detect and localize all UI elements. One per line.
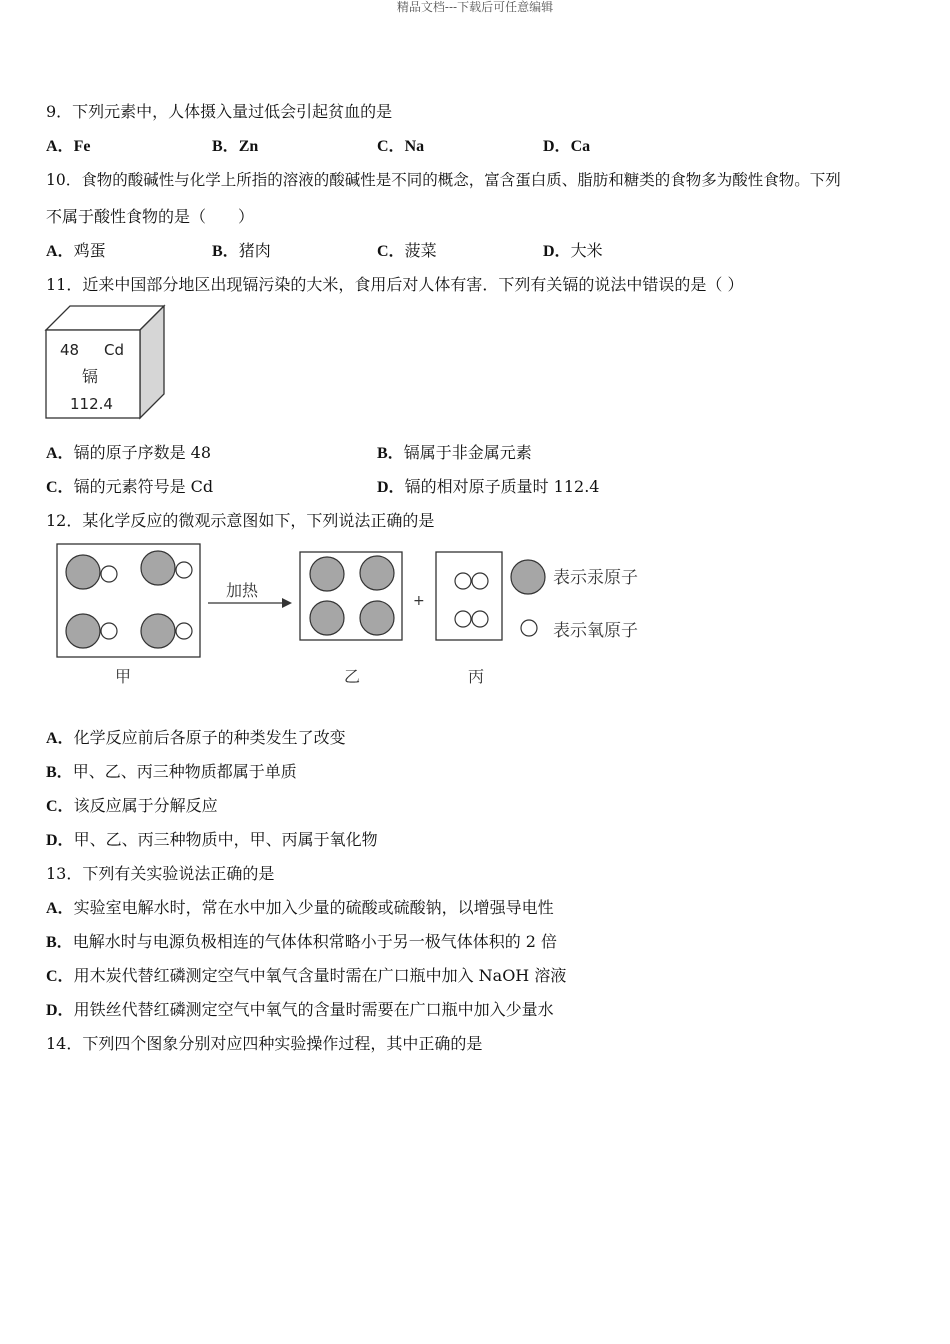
q9-option-a: A．Fe <box>46 138 91 155</box>
q9-option-d: D．Ca <box>543 138 591 155</box>
question-9-stem: 9．下列元素中，人体摄入量过低会引起贫血的是 <box>46 102 393 121</box>
legend-oxygen-label: 表示氧原子 <box>553 621 638 641</box>
oxygen-atom <box>455 573 471 589</box>
element-card-cadmium <box>44 304 168 422</box>
mercury-atom <box>360 556 394 590</box>
oxygen-atom <box>101 623 117 639</box>
q13-option-c: C．用木炭代替红磷测定空气中氧气含量时需在广口瓶中加入 NaOH 溶液 <box>46 966 567 985</box>
question-10-stem-line1: 10．食物的酸碱性与化学上所指的溶液的酸碱性是不同的概念，富含蛋白质、脂肪和糖类的食物多为酸性食物。下列 <box>46 171 841 189</box>
q10-option-a: A．鸡蛋 <box>46 241 106 260</box>
question-11-stem: 11．近来中国部分地区出现镉污染的大米，食用后对人体有害．下列有关镉的说法中错误的是（ ） <box>46 275 744 294</box>
mercury-atom <box>66 555 100 589</box>
oxygen-atom <box>472 611 488 627</box>
element-name: 镉 <box>82 367 99 386</box>
q12-option-d: D．甲、乙、丙三种物质中，甲、丙属于氧化物 <box>46 830 378 849</box>
question-12-stem: 12．某化学反应的微观示意图如下，下列说法正确的是 <box>46 511 435 530</box>
atomic-number: 48 <box>60 341 80 359</box>
q9-option-c: C．Na <box>377 138 425 155</box>
box-bing <box>436 552 502 640</box>
arrow-label: 加热 <box>226 581 259 600</box>
mercury-atom <box>310 557 344 591</box>
atomic-mass: 112.4 <box>70 395 113 413</box>
q11-option-d: D．镉的相对原子质量时 112.4 <box>377 477 600 496</box>
oxygen-atom <box>176 623 192 639</box>
oxygen-atom <box>176 562 192 578</box>
q10-option-d: D．大米 <box>543 241 603 260</box>
q10-option-c: C．菠菜 <box>377 241 437 260</box>
question-10-stem-line2: 不属于酸性食物的是（ ） <box>46 207 255 226</box>
label-yi: 乙 <box>344 667 361 686</box>
q13-option-a: A．实验室电解水时，常在水中加入少量的硫酸或硫酸钠，以增强导电性 <box>46 898 554 917</box>
element-symbol: Cd <box>104 341 124 359</box>
question-13-stem: 13．下列有关实验说法正确的是 <box>46 864 275 883</box>
q12-option-c: C．该反应属于分解反应 <box>46 796 218 815</box>
legend-mercury-label: 表示汞原子 <box>553 568 638 588</box>
q12-option-a: A．化学反应前后各原子的种类发生了改变 <box>46 728 346 747</box>
mercury-atom <box>141 551 175 585</box>
mercury-atom <box>360 601 394 635</box>
reaction-diagram <box>0 536 700 696</box>
mercury-atom <box>310 601 344 635</box>
mercury-atom <box>66 614 100 648</box>
plus-sign: + <box>413 593 425 609</box>
q11-option-c: C．镉的元素符号是 Cd <box>46 477 214 496</box>
oxygen-atom <box>101 566 117 582</box>
q11-option-a: A．镉的原子序数是 48 <box>46 443 212 462</box>
label-jia: 甲 <box>115 667 132 686</box>
q9-option-b: B．Zn <box>212 138 259 155</box>
oxygen-atom <box>455 611 471 627</box>
mercury-atom <box>141 614 175 648</box>
oxygen-atom <box>472 573 488 589</box>
q13-option-d: D．用铁丝代替红磷测定空气中氧气的含量时需要在广口瓶中加入少量水 <box>46 1000 554 1019</box>
legend-mercury-icon <box>511 560 545 594</box>
q10-option-b: B．猪肉 <box>212 241 271 260</box>
q13-option-b: B．电解水时与电源负极相连的气体体积常略小于另一极气体体积的 2 倍 <box>46 932 558 951</box>
question-14-stem: 14．下列四个图象分别对应四种实验操作过程，其中正确的是 <box>46 1034 483 1053</box>
label-bing: 丙 <box>468 667 485 686</box>
q12-option-b: B．甲、乙、丙三种物质都属于单质 <box>46 762 297 781</box>
legend-oxygen-icon <box>521 620 537 636</box>
q11-option-b: B．镉属于非金属元素 <box>377 443 532 462</box>
page-header: 精品文档---下载后可任意编辑 <box>396 0 554 14</box>
